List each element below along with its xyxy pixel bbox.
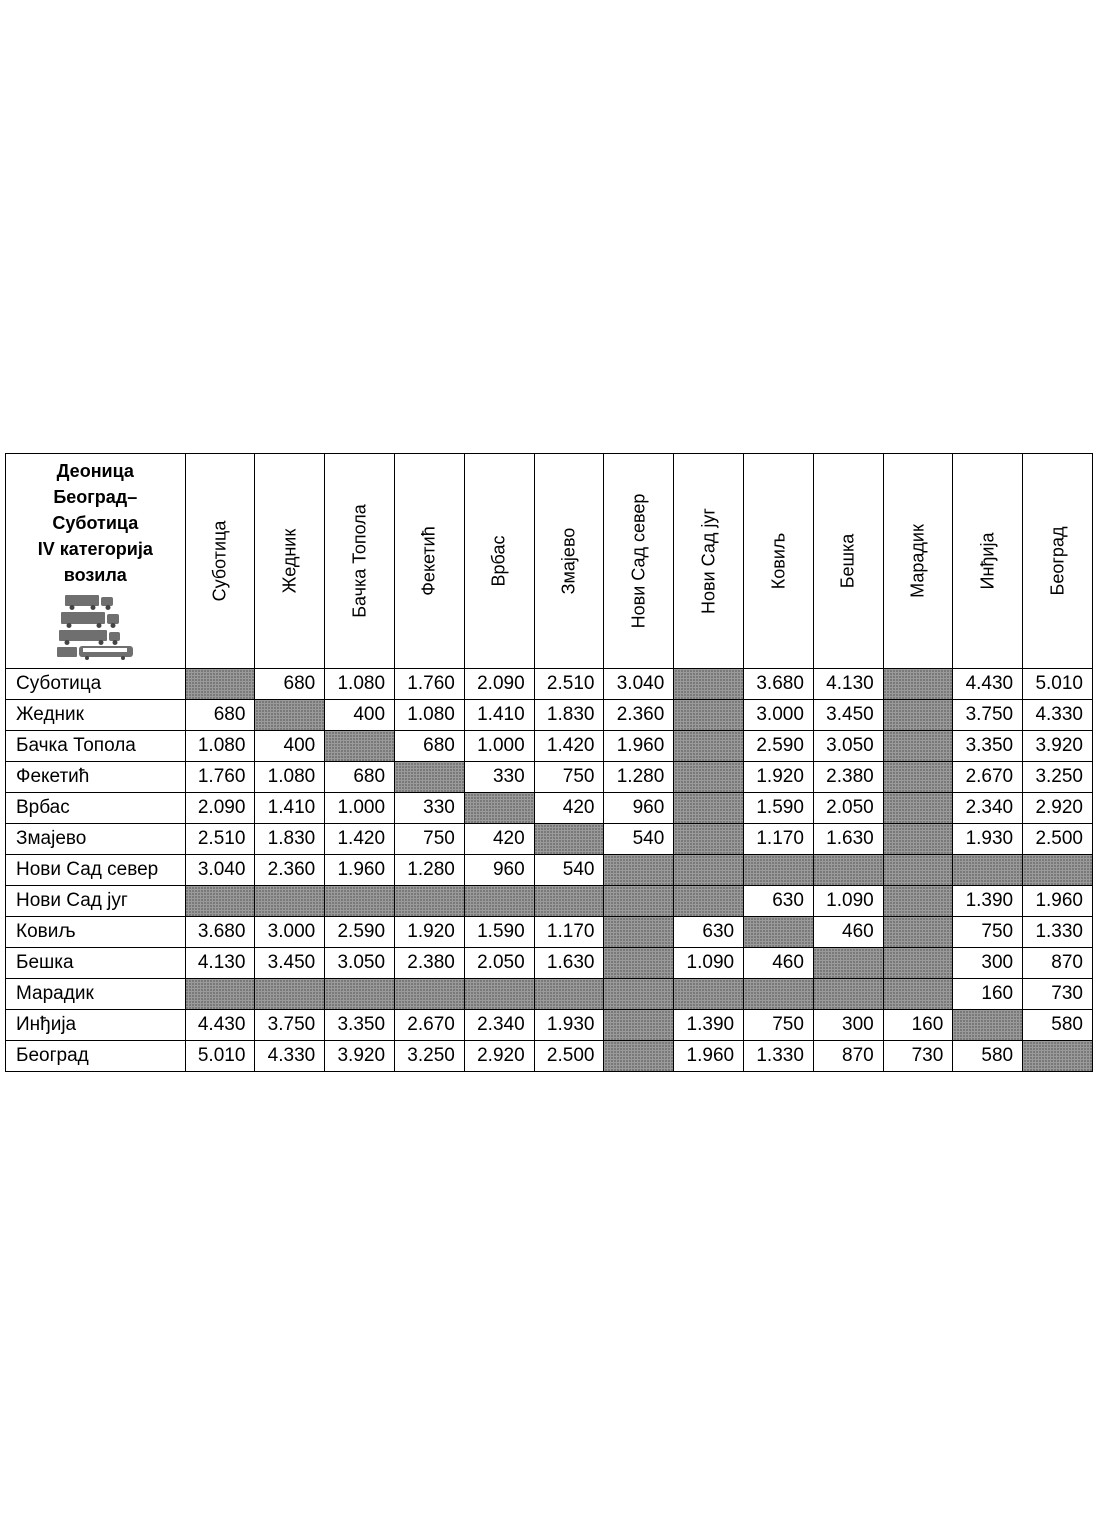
price-cell: 330 [464,762,534,793]
row-header: Суботица [6,669,186,700]
price-cell: 1.920 [744,762,814,793]
row-header: Марадик [6,979,186,1010]
price-cell: 3.750 [953,700,1023,731]
price-cell: 2.090 [464,669,534,700]
price-cell: 1.630 [534,948,604,979]
truck-and-bus-icon [55,594,135,660]
price-cell: 420 [464,824,534,855]
row-header: Београд [6,1041,186,1072]
price-cell: 5.010 [1023,669,1093,700]
row-header: Жедник [6,700,186,731]
column-header: Змајево [534,454,604,669]
shaded-cell [395,762,465,793]
price-cell: 1.630 [813,824,883,855]
shaded-cell [883,886,953,917]
column-header: Суботица [185,454,255,669]
price-cell: 750 [534,762,604,793]
table-row [6,948,1093,979]
shaded-cell [744,917,814,948]
shaded-cell [883,700,953,731]
price-cell: 680 [255,669,325,700]
price-cell: 3.250 [395,1041,465,1072]
shaded-cell [1023,855,1093,886]
price-cell: 2.510 [185,824,255,855]
price-cell: 1.410 [464,700,534,731]
shaded-cell [255,700,325,731]
price-cell: 160 [953,979,1023,1010]
price-cell: 1.960 [325,855,395,886]
row-header: Бачка Топола [6,731,186,762]
price-cell: 1.760 [395,669,465,700]
price-cell: 680 [325,762,395,793]
row-header: Ковиљ [6,917,186,948]
shaded-cell [674,824,744,855]
shaded-cell [883,762,953,793]
shaded-cell [185,979,255,1010]
shaded-cell [604,948,674,979]
shaded-cell [883,917,953,948]
price-cell: 3.450 [255,948,325,979]
table-row [6,731,1093,762]
price-cell: 1.830 [534,700,604,731]
column-header: Нови Сад север [604,454,674,669]
shaded-cell [674,731,744,762]
price-cell: 3.250 [1023,762,1093,793]
shaded-cell [1023,1041,1093,1072]
price-cell: 2.500 [534,1041,604,1072]
price-cell: 2.380 [395,948,465,979]
table-row [6,669,1093,700]
price-cell: 1.280 [604,762,674,793]
price-cell: 960 [604,793,674,824]
price-cell: 1.090 [813,886,883,917]
price-cell: 4.330 [1023,700,1093,731]
price-cell: 730 [1023,979,1093,1010]
price-cell: 3.350 [953,731,1023,762]
price-cell: 2.340 [464,1010,534,1041]
price-cell: 1.080 [255,762,325,793]
table-row [6,1041,1093,1072]
price-cell: 680 [395,731,465,762]
price-cell: 1.760 [185,762,255,793]
price-cell: 4.330 [255,1041,325,1072]
shaded-cell [674,979,744,1010]
shaded-cell [674,793,744,824]
shaded-cell [185,669,255,700]
shaded-cell [534,979,604,1010]
price-cell: 1.420 [534,731,604,762]
price-cell: 960 [464,855,534,886]
price-cell: 580 [1023,1010,1093,1041]
table-row [6,979,1093,1010]
shaded-cell [813,979,883,1010]
price-cell: 2.340 [953,793,1023,824]
row-header: Змајево [6,824,186,855]
table-row [6,917,1093,948]
price-cell: 160 [883,1010,953,1041]
price-cell: 1.930 [953,824,1023,855]
price-cell: 2.920 [464,1041,534,1072]
price-cell: 540 [534,855,604,886]
shaded-cell [325,886,395,917]
price-cell: 3.920 [1023,731,1093,762]
price-cell: 1.090 [674,948,744,979]
price-cell: 2.670 [953,762,1023,793]
shaded-cell [325,731,395,762]
row-header: Фекетић [6,762,186,793]
price-cell: 1.280 [395,855,465,886]
price-cell: 1.170 [534,917,604,948]
shaded-cell [255,886,325,917]
shaded-cell [744,979,814,1010]
shaded-cell [674,762,744,793]
table-body [6,669,1093,1072]
table-corner-header [6,454,186,669]
price-cell: 680 [185,700,255,731]
price-cell: 4.130 [185,948,255,979]
shaded-cell [395,979,465,1010]
shaded-cell [325,979,395,1010]
shaded-cell [953,1010,1023,1041]
shaded-cell [464,886,534,917]
shaded-cell [674,669,744,700]
price-cell: 2.590 [325,917,395,948]
price-cell: 4.430 [953,669,1023,700]
price-cell: 3.050 [813,731,883,762]
price-cell: 300 [813,1010,883,1041]
column-header: Фекетић [395,454,465,669]
price-cell: 1.000 [325,793,395,824]
price-cell: 1.080 [325,669,395,700]
table-row [6,793,1093,824]
shaded-cell [883,793,953,824]
price-cell: 400 [325,700,395,731]
shaded-cell [883,731,953,762]
price-cell: 420 [534,793,604,824]
price-cell: 3.920 [325,1041,395,1072]
shaded-cell [255,979,325,1010]
price-cell: 2.920 [1023,793,1093,824]
price-cell: 540 [604,824,674,855]
row-header: Инђија [6,1010,186,1041]
price-cell: 2.590 [744,731,814,762]
price-cell: 3.000 [744,700,814,731]
price-cell: 460 [744,948,814,979]
price-cell: 2.500 [1023,824,1093,855]
shaded-cell [883,855,953,886]
table-row [6,886,1093,917]
price-cell: 2.090 [185,793,255,824]
table-row [6,824,1093,855]
price-cell: 1.590 [744,793,814,824]
price-cell: 1.420 [325,824,395,855]
column-header: Жедник [255,454,325,669]
price-cell: 300 [953,948,1023,979]
price-cell: 630 [744,886,814,917]
shaded-cell [883,948,953,979]
price-cell: 1.830 [255,824,325,855]
shaded-cell [883,979,953,1010]
shaded-cell [185,886,255,917]
price-cell: 4.430 [185,1010,255,1041]
price-cell: 730 [883,1041,953,1072]
price-cell: 750 [744,1010,814,1041]
section-title: Деоница Београд– Суботица IV категорија возила [37,461,153,585]
row-header: Нови Сад север [6,855,186,886]
shaded-cell [604,1041,674,1072]
shaded-cell [674,855,744,886]
price-cell: 3.040 [185,855,255,886]
shaded-cell [604,1010,674,1041]
price-cell: 630 [674,917,744,948]
shaded-cell [534,886,604,917]
shaded-cell [534,824,604,855]
header-row [6,454,1093,669]
price-cell: 1.920 [395,917,465,948]
table-row [6,1010,1093,1041]
price-cell: 460 [813,917,883,948]
column-header: Ковиљ [744,454,814,669]
shaded-cell [813,855,883,886]
column-header: Бешка [813,454,883,669]
table-row [6,700,1093,731]
price-cell: 1.410 [255,793,325,824]
price-cell: 3.040 [604,669,674,700]
price-cell: 1.080 [185,731,255,762]
shaded-cell [674,700,744,731]
price-cell: 1.930 [534,1010,604,1041]
price-cell: 1.000 [464,731,534,762]
price-cell: 2.380 [813,762,883,793]
price-cell: 2.510 [534,669,604,700]
price-cell: 2.360 [604,700,674,731]
price-cell: 750 [953,917,1023,948]
shaded-cell [604,886,674,917]
price-cell: 1.330 [744,1041,814,1072]
price-cell: 2.050 [464,948,534,979]
price-cell: 3.050 [325,948,395,979]
price-cell: 1.960 [674,1041,744,1072]
shaded-cell [395,886,465,917]
price-cell: 870 [1023,948,1093,979]
shaded-cell [604,917,674,948]
shaded-cell [883,824,953,855]
price-cell: 1.390 [953,886,1023,917]
row-header: Бешка [6,948,186,979]
column-header: Београд [1023,454,1093,669]
column-header: Врбас [464,454,534,669]
shaded-cell [604,855,674,886]
price-cell: 2.360 [255,855,325,886]
price-cell: 1.170 [744,824,814,855]
shaded-cell [604,979,674,1010]
price-cell: 870 [813,1041,883,1072]
price-cell: 1.330 [1023,917,1093,948]
price-cell: 3.750 [255,1010,325,1041]
shaded-cell [674,886,744,917]
price-cell: 580 [953,1041,1023,1072]
price-cell: 3.450 [813,700,883,731]
price-cell: 750 [395,824,465,855]
shaded-cell [464,793,534,824]
price-cell: 1.080 [395,700,465,731]
toll-price-table [5,453,1093,1072]
price-cell: 1.960 [604,731,674,762]
shaded-cell [464,979,534,1010]
column-header: Инђија [953,454,1023,669]
shaded-cell [883,669,953,700]
row-header: Нови Сад југ [6,886,186,917]
price-cell: 330 [395,793,465,824]
price-cell: 1.590 [464,917,534,948]
price-cell: 3.000 [255,917,325,948]
shaded-cell [813,948,883,979]
column-header: Нови Сад југ [674,454,744,669]
shaded-cell [953,855,1023,886]
price-cell: 3.680 [185,917,255,948]
price-cell: 3.680 [744,669,814,700]
row-header: Врбас [6,793,186,824]
price-cell: 3.350 [325,1010,395,1041]
shaded-cell [744,855,814,886]
table-row [6,762,1093,793]
price-cell: 1.960 [1023,886,1093,917]
column-header: Бачка Топола [325,454,395,669]
table-row [6,855,1093,886]
price-cell: 2.670 [395,1010,465,1041]
price-cell: 5.010 [185,1041,255,1072]
price-cell: 400 [255,731,325,762]
price-cell: 2.050 [813,793,883,824]
column-header: Марадик [883,454,953,669]
price-cell: 1.390 [674,1010,744,1041]
price-cell: 4.130 [813,669,883,700]
